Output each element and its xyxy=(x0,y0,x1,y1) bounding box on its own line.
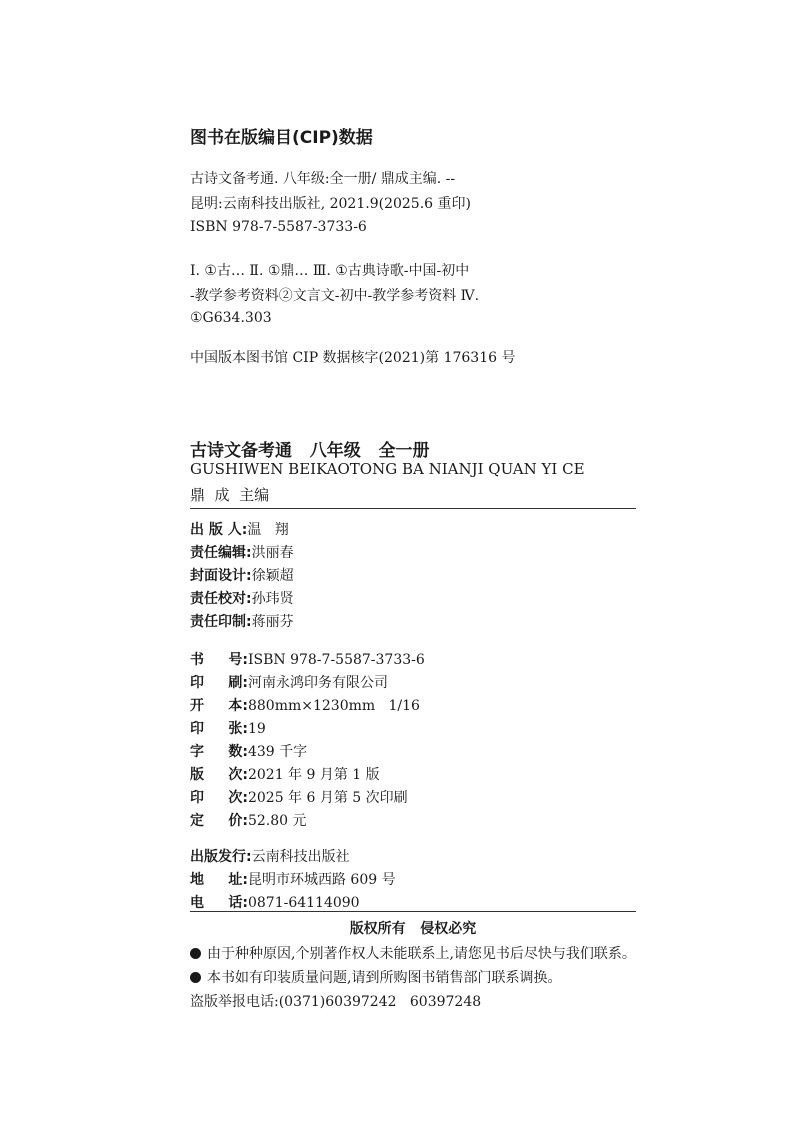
staff-value: 洪丽春 xyxy=(251,545,294,561)
staff-value: 蒋丽芬 xyxy=(251,614,294,630)
copyright-heading: 版权所有 侵权必究 xyxy=(349,921,477,937)
cip-record-number: 中国版本图书馆 CIP 数据核字(2021)第 176316 号 xyxy=(190,350,516,366)
publisher-label: 出版发行: xyxy=(190,849,252,865)
spec-label: 印 次: xyxy=(190,790,248,806)
staff-label: 责任印制: xyxy=(190,614,252,630)
staff-value: 徐颖超 xyxy=(251,568,294,584)
divider-top xyxy=(190,508,636,509)
spec-label: 定 价: xyxy=(190,813,248,829)
staff-row xyxy=(190,519,289,539)
spec-label: 印 刷: xyxy=(190,675,248,691)
bullet-icon xyxy=(190,948,201,959)
staff-row xyxy=(190,611,294,631)
spec-row xyxy=(190,787,408,807)
copyright-note-2 xyxy=(190,967,561,987)
spec-row xyxy=(190,672,388,692)
spec-value: 19 xyxy=(247,721,266,737)
copyright-note-2-text: 本书如有印装质量问题,请到所购图书销售部门联系调换。 xyxy=(207,970,562,986)
book-title-pinyin: GUSHIWEN BEIKAOTONG BA NIANJI QUAN YI CE xyxy=(190,460,585,478)
spec-label: 印 张: xyxy=(190,721,248,737)
copyright-note-1-text: 由于种种原因,个别著作权人未能联系上,请您见书后尽快与我们联系。 xyxy=(207,946,636,962)
staff-value: 孙玮贤 xyxy=(251,591,294,607)
spec-label: 书 号: xyxy=(190,652,248,668)
spec-value: ISBN 978-7-5587-3733-6 xyxy=(247,652,425,668)
spec-row xyxy=(190,741,307,761)
spec-row xyxy=(190,695,420,715)
copyright-note-1 xyxy=(190,943,636,963)
piracy-report-phone: 盗版举报电话:(0371)60397242 60397248 xyxy=(190,994,482,1010)
spec-label: 版 次: xyxy=(190,767,248,783)
publisher-label: 电 话: xyxy=(190,895,248,911)
cip-classification-3: ①G634.303 xyxy=(190,310,272,326)
staff-value: 温 翔 xyxy=(247,522,289,538)
staff-label: 责任校对: xyxy=(190,591,252,607)
staff-label: 封面设计: xyxy=(190,568,252,584)
spec-value: 880mm×1230mm 1/16 xyxy=(247,698,420,714)
book-editor: 鼎 成 主编 xyxy=(190,486,270,504)
staff-row xyxy=(190,565,294,585)
cip-heading: 图书在版编目(CIP)数据 xyxy=(190,128,373,148)
publisher-row xyxy=(190,869,396,889)
spec-value: 2025 年 6 月第 5 次印刷 xyxy=(247,790,408,806)
cip-classification-2: -教学参考资料②文言文-初中-教学参考资料 Ⅳ. xyxy=(190,288,480,304)
publisher-value: 昆明市环城西路 609 号 xyxy=(247,872,396,888)
spec-value: 52.80 元 xyxy=(247,813,307,829)
spec-value: 2021 年 9 月第 1 版 xyxy=(247,767,380,783)
publisher-value: 0871-64114090 xyxy=(247,895,360,911)
staff-row xyxy=(190,542,294,562)
divider-bottom xyxy=(190,911,636,912)
cip-classification-1: Ⅰ. ①古… Ⅱ. ①鼎… Ⅲ. ①古典诗歌-中国-初中 xyxy=(190,263,470,279)
publisher-row xyxy=(190,846,350,866)
publisher-value: 云南科技出版社 xyxy=(251,849,350,865)
spec-value: 河南永鸿印务有限公司 xyxy=(247,675,388,691)
spec-row xyxy=(190,764,380,784)
cip-isbn: ISBN 978-7-5587-3733-6 xyxy=(190,219,367,235)
cip-line-1: 古诗文备考通. 八年级:全一册/ 鼎成主编. -- xyxy=(190,171,456,187)
spec-label: 字 数: xyxy=(190,744,248,760)
publisher-label: 地 址: xyxy=(190,872,248,888)
staff-row xyxy=(190,588,294,608)
cip-line-2: 昆明:云南科技出版社, 2021.9(2025.6 重印) xyxy=(190,196,471,212)
spec-value: 439 千字 xyxy=(247,744,308,760)
spec-label: 开 本: xyxy=(190,698,248,714)
bullet-icon xyxy=(190,972,201,983)
spec-row xyxy=(190,810,307,830)
spec-row xyxy=(190,718,266,738)
staff-label: 责任编辑: xyxy=(190,545,252,561)
spec-row xyxy=(190,649,425,669)
staff-label: 出 版 人: xyxy=(190,522,248,538)
publisher-row xyxy=(190,892,360,912)
book-title: 古诗文备考通 八年级 全一册 xyxy=(190,441,430,461)
